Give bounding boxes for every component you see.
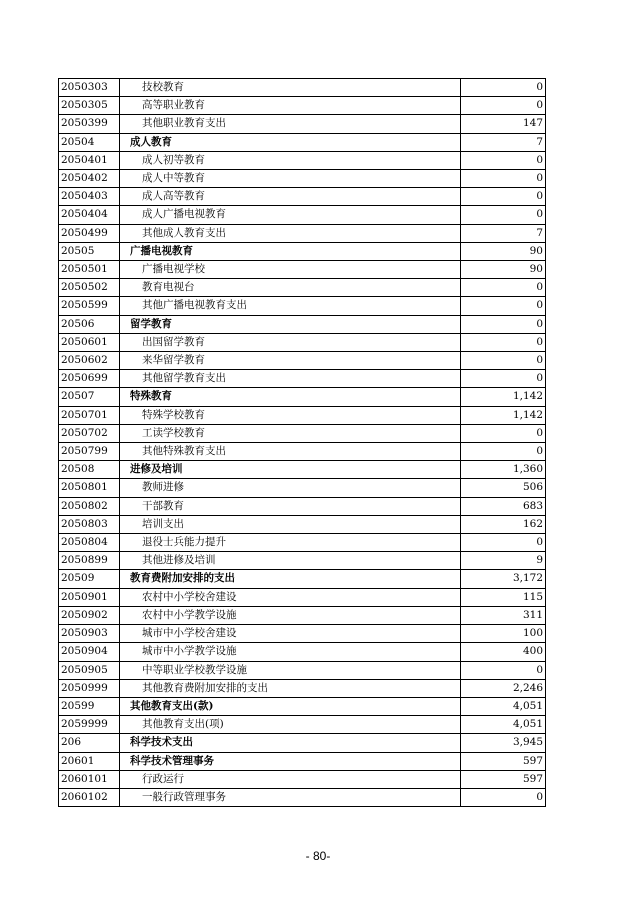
- row-code: 2050499: [59, 224, 120, 242]
- row-code: 2050902: [59, 606, 120, 624]
- table-row: [59, 261, 546, 279]
- table-row: [59, 625, 546, 643]
- row-name: 特殊教育: [120, 388, 461, 406]
- row-amount: 0: [461, 315, 546, 333]
- row-amount: 0: [461, 352, 546, 370]
- row-amount: 0: [461, 151, 546, 169]
- row-code: 2050801: [59, 479, 120, 497]
- row-amount: 3,945: [461, 734, 546, 752]
- row-code: 2050699: [59, 370, 120, 388]
- table-row: [59, 461, 546, 479]
- row-name: 教育费附加安排的支出: [120, 570, 461, 588]
- table-row: [59, 570, 546, 588]
- budget-table-body: [59, 79, 546, 807]
- row-name: 其他进修及培训: [120, 552, 461, 570]
- table-row: [59, 151, 546, 169]
- table-row: [59, 716, 546, 734]
- row-amount: 0: [461, 297, 546, 315]
- row-amount: 0: [461, 424, 546, 442]
- table-row: [59, 242, 546, 260]
- table-row: [59, 370, 546, 388]
- table-row: [59, 115, 546, 133]
- table-row: [59, 552, 546, 570]
- row-amount: 0: [461, 534, 546, 552]
- row-amount: 1,142: [461, 388, 546, 406]
- table-row: [59, 497, 546, 515]
- row-name: 技校教育: [120, 79, 461, 97]
- row-code: 20599: [59, 697, 120, 715]
- row-name: 干部教育: [120, 497, 461, 515]
- row-code: 2050501: [59, 261, 120, 279]
- row-code: 2060102: [59, 788, 120, 806]
- row-name: 广播电视学校: [120, 261, 461, 279]
- row-code: 2050502: [59, 279, 120, 297]
- row-name: 高等职业教育: [120, 97, 461, 115]
- row-amount: 0: [461, 97, 546, 115]
- row-amount: 0: [461, 79, 546, 97]
- table-row: [59, 697, 546, 715]
- budget-table: [58, 78, 546, 807]
- row-code: 2050305: [59, 97, 120, 115]
- row-code: 2050701: [59, 406, 120, 424]
- table-row: [59, 406, 546, 424]
- table-row: [59, 679, 546, 697]
- table-row: [59, 643, 546, 661]
- row-name: 科学技术支出: [120, 734, 461, 752]
- row-amount: 1,360: [461, 461, 546, 479]
- table-row: [59, 443, 546, 461]
- row-amount: 0: [461, 279, 546, 297]
- row-amount: 311: [461, 606, 546, 624]
- table-row: [59, 588, 546, 606]
- row-code: 2050401: [59, 151, 120, 169]
- row-amount: 7: [461, 224, 546, 242]
- row-code: 2050904: [59, 643, 120, 661]
- row-amount: 90: [461, 242, 546, 260]
- row-amount: 683: [461, 497, 546, 515]
- row-name: 其他教育支出(款): [120, 697, 461, 715]
- table-row: [59, 279, 546, 297]
- row-name: 成人广播电视教育: [120, 206, 461, 224]
- row-code: 2050404: [59, 206, 120, 224]
- row-name: 其他留学教育支出: [120, 370, 461, 388]
- row-code: 2050999: [59, 679, 120, 697]
- table-row: [59, 752, 546, 770]
- row-amount: 0: [461, 206, 546, 224]
- row-name: 教师进修: [120, 479, 461, 497]
- row-code: 20508: [59, 461, 120, 479]
- row-name: 科学技术管理事务: [120, 752, 461, 770]
- table-row: [59, 661, 546, 679]
- row-amount: 1,142: [461, 406, 546, 424]
- row-name: 城市中小学校舍建设: [120, 625, 461, 643]
- row-code: 2050899: [59, 552, 120, 570]
- row-name: 退役士兵能力提升: [120, 534, 461, 552]
- table-row: [59, 515, 546, 533]
- row-code: 2050403: [59, 188, 120, 206]
- row-amount: 90: [461, 261, 546, 279]
- table-row: [59, 424, 546, 442]
- row-amount: 0: [461, 188, 546, 206]
- row-name: 其他职业教育支出: [120, 115, 461, 133]
- table-row: [59, 206, 546, 224]
- row-amount: 115: [461, 588, 546, 606]
- row-name: 农村中小学教学设施: [120, 606, 461, 624]
- table-row: [59, 352, 546, 370]
- row-name: 成人初等教育: [120, 151, 461, 169]
- row-code: 2050303: [59, 79, 120, 97]
- row-code: 20509: [59, 570, 120, 588]
- row-amount: 162: [461, 515, 546, 533]
- row-name: 其他教育支出(项): [120, 716, 461, 734]
- row-name: 其他广播电视教育支出: [120, 297, 461, 315]
- row-code: 20505: [59, 242, 120, 260]
- row-code: 20504: [59, 133, 120, 151]
- row-code: 2050402: [59, 170, 120, 188]
- table-row: [59, 734, 546, 752]
- row-name: 出国留学教育: [120, 333, 461, 351]
- row-name: 工读学校教育: [120, 424, 461, 442]
- row-name: 其他特殊教育支出: [120, 443, 461, 461]
- row-amount: 0: [461, 370, 546, 388]
- row-amount: 0: [461, 333, 546, 351]
- row-amount: 3,172: [461, 570, 546, 588]
- row-name: 其他成人教育支出: [120, 224, 461, 242]
- row-amount: 100: [461, 625, 546, 643]
- row-amount: 4,051: [461, 697, 546, 715]
- table-row: [59, 770, 546, 788]
- table-row: [59, 297, 546, 315]
- row-code: 206: [59, 734, 120, 752]
- row-amount: 7: [461, 133, 546, 151]
- row-code: 2050901: [59, 588, 120, 606]
- row-name: 成人高等教育: [120, 188, 461, 206]
- row-amount: 597: [461, 770, 546, 788]
- table-row: [59, 534, 546, 552]
- row-amount: 0: [461, 788, 546, 806]
- row-code: 2050599: [59, 297, 120, 315]
- table-row: [59, 479, 546, 497]
- row-amount: 9: [461, 552, 546, 570]
- table-row: [59, 388, 546, 406]
- row-name: 城市中小学教学设施: [120, 643, 461, 661]
- row-code: 2050702: [59, 424, 120, 442]
- row-name: 培训支出: [120, 515, 461, 533]
- row-code: 2050903: [59, 625, 120, 643]
- row-code: 2060101: [59, 770, 120, 788]
- row-code: 2050803: [59, 515, 120, 533]
- row-code: 2050802: [59, 497, 120, 515]
- row-name: 教育电视台: [120, 279, 461, 297]
- row-code: 2050399: [59, 115, 120, 133]
- row-name: 其他教育费附加安排的支出: [120, 679, 461, 697]
- row-name: 来华留学教育: [120, 352, 461, 370]
- row-name: 留学教育: [120, 315, 461, 333]
- row-amount: 0: [461, 170, 546, 188]
- row-amount: 0: [461, 443, 546, 461]
- row-name: 成人中等教育: [120, 170, 461, 188]
- row-amount: 400: [461, 643, 546, 661]
- row-code: 2050602: [59, 352, 120, 370]
- row-code: 20506: [59, 315, 120, 333]
- row-code: 2050601: [59, 333, 120, 351]
- row-code: 20507: [59, 388, 120, 406]
- row-name: 农村中小学校舍建设: [120, 588, 461, 606]
- row-name: 中等职业学校教学设施: [120, 661, 461, 679]
- table-row: [59, 170, 546, 188]
- row-code: 2050905: [59, 661, 120, 679]
- row-name: 行政运行: [120, 770, 461, 788]
- row-amount: 597: [461, 752, 546, 770]
- row-amount: 147: [461, 115, 546, 133]
- row-amount: 0: [461, 661, 546, 679]
- row-name: 广播电视教育: [120, 242, 461, 260]
- row-code: 2059999: [59, 716, 120, 734]
- page-number: - 80-: [305, 849, 331, 863]
- table-row: [59, 224, 546, 242]
- row-code: 2050799: [59, 443, 120, 461]
- row-amount: 2,246: [461, 679, 546, 697]
- row-name: 成人教育: [120, 133, 461, 151]
- table-row: [59, 188, 546, 206]
- table-row: [59, 333, 546, 351]
- row-name: 一般行政管理事务: [120, 788, 461, 806]
- row-code: 2050804: [59, 534, 120, 552]
- row-code: 20601: [59, 752, 120, 770]
- table-row: [59, 97, 546, 115]
- row-amount: 4,051: [461, 716, 546, 734]
- table-row: [59, 315, 546, 333]
- row-name: 特殊学校教育: [120, 406, 461, 424]
- table-row: [59, 788, 546, 806]
- row-amount: 506: [461, 479, 546, 497]
- table-row: [59, 79, 546, 97]
- table-row: [59, 606, 546, 624]
- table-row: [59, 133, 546, 151]
- row-name: 进修及培训: [120, 461, 461, 479]
